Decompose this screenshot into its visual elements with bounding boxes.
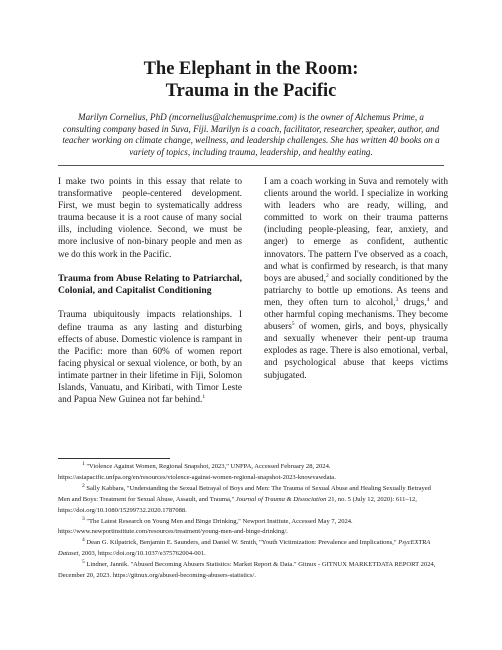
footnote-1-text: "Violence Against Women, Regional Snapshot, 2023," UNFPA, Accessed February 28, 2024. https://asiapacific.unfpa.org/en/resources/violence-against-women-regional-snapshot-2023-knowvawdata. bbox=[58, 463, 336, 481]
footnote-4-citation: , 2003, https://doi.org/10.1037/e375762004-001. bbox=[78, 550, 206, 558]
coach-paragraph bbox=[264, 176, 448, 382]
right-column bbox=[264, 176, 448, 394]
coach-text-5: of women, girls, and boys, physically and sexually whenever their pent-up trauma explodes as rage. There is also emotional, verbal, and psychological abuse that keeps victims subjugated. bbox=[264, 322, 448, 381]
footnote-ref-2[interactable]: 2 bbox=[326, 272, 329, 279]
footnote-2 bbox=[58, 484, 444, 517]
footnote-ref-1[interactable]: 1 bbox=[202, 394, 206, 401]
footnote-number-4: 4 bbox=[82, 537, 85, 544]
footnote-2-citation: 21, no. 5 (July 12, 2020): 611–12, https://doi.org/10.1080/15299732.2020.1787088. bbox=[58, 495, 417, 514]
title-line-1: The Elephant in the Room: bbox=[143, 59, 359, 79]
coach-text-1: I am a coach working in Suva and remotely with clients around the world. I specialize in working with leaders who are ready, willing, and committed to work on their trauma patterns (including people-pleasing, fear, anxiety, and anger) to emerge as confident, authentic innovators. The pattern I've observed as a coach, and what is confirmed by research, is that many boys are abused, bbox=[264, 177, 448, 284]
footnote-4-text: Dean G. Kilpatrick, Benjamin E. Saunders, and Daniel W. Smith, "Youth Victimization: Prevalence and Implications," bbox=[84, 539, 399, 547]
page-title bbox=[40, 58, 462, 102]
coach-text-3: drugs, bbox=[398, 297, 427, 308]
footnote-3-text: "The Latest Research on Young Men and Binge Drinking," Newport Institute, Accessed May 7, 2024. https://www.newportinstitute.com/resources/treatment/young-men-and-binge-drinking/. bbox=[58, 517, 353, 536]
trauma-paragraph-text: Trauma ubiquitously impacts relationships. I define trauma as any lasting and disturbing effects of abuse. Domestic violence is rampant in the Pacific: more than 60% of women report facing physical or sexual violence, or both, by an intimate partner in their lifetime in Fiji, Solomon Islands, Vanuatu, and Kiribati, with Timor Leste and Papua New Guinea not far behind. bbox=[58, 310, 242, 406]
left-column bbox=[58, 176, 242, 418]
header-divider bbox=[58, 165, 444, 166]
footnote-5 bbox=[58, 560, 444, 582]
footnote-5-text: Lindner, Jannik. "Abused Becoming Abusers Statistics: Market Report & Data." Gitnux - GITNUX MARKETDATA REPORT 2024, December 20, 2023. https://gitnux.org/abused-becoming-abusers-statistics/. bbox=[58, 561, 436, 580]
footnote-1 bbox=[58, 462, 444, 484]
title-line-2: Trauma in the Pacific bbox=[165, 81, 337, 101]
footnote-4 bbox=[58, 538, 444, 560]
footnote-4-dataset: PsycEXTRA Dataset bbox=[58, 539, 431, 558]
footnote-2-text: Sally Kabbara, "Understanding the Sexual Betrayal of Boys and Men: The Trauma of Sexual Abuse and Healing Sexually Betrayed Men and Boys: Treatment for Sexual Abuse, Assault, and Trauma," bbox=[58, 484, 431, 503]
footnote-ref-5[interactable]: 5 bbox=[291, 321, 295, 328]
footnote-number-3: 3 bbox=[82, 515, 85, 522]
footnote-number-1: 1 bbox=[82, 460, 85, 467]
section-heading: Trauma from Abuse Relating to Patriarchal, Colonial, and Capitalist Conditioning bbox=[58, 272, 242, 297]
coach-text-4: and other harmful coping mechanisms. They become abusers bbox=[264, 297, 448, 333]
trauma-paragraph bbox=[58, 309, 242, 406]
footnote-ref-4[interactable]: 4 bbox=[426, 296, 430, 303]
footnote-number-5: 5 bbox=[82, 558, 85, 565]
footnote-number-2: 2 bbox=[82, 482, 85, 489]
footnote-3 bbox=[58, 517, 444, 539]
footnote-divider bbox=[58, 458, 170, 459]
footnote-2-journal: Journal of Trauma & Dissociation bbox=[235, 495, 327, 503]
author-byline: Marilyn Cornelius, PhD (mcornelius@alchemusprime.com) is the owner of Alchemus Prime, a consulting company based in Suva, Fiji. Marilyn is a coach, facilitator, researcher, speaker, author, and teacher working on climate change, wellness, and leadership challenges. She has written 40 books on a variety of topics, including trauma, leadership, and healthy eating. bbox=[62, 112, 440, 157]
footnote-ref-3[interactable]: 3 bbox=[395, 296, 399, 303]
coach-text-2: and socially conditioned by the patriarchy to bottle up emotions. As teens and men, they often turn to alcohol, bbox=[264, 273, 448, 308]
intro-paragraph: I make two points in this essay that relate to transformative people-centered development. First, we must begin to systematically address trauma because it is a root cause of many social ills, including violence. Second, we must be more inclusive of non-binary people and men as we do this work in the Pacific. bbox=[58, 177, 242, 260]
footnotes bbox=[58, 462, 444, 582]
